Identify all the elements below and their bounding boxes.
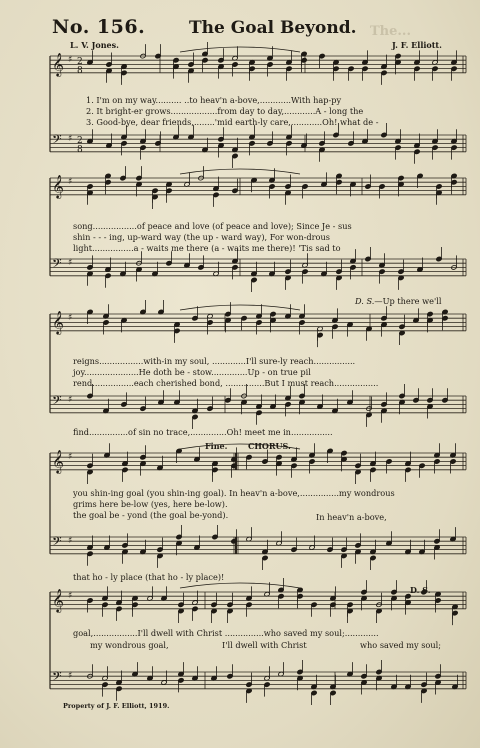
s4-line1: you shin-ing goal (you shin-ing goal). In heav'n a-bove,...............my wondrous	[73, 488, 395, 498]
s5-line4: who saved my soul;	[360, 640, 441, 650]
s5-line1: goal,.................I'll dwell with Christ ...............who saved my soul;.............	[73, 628, 379, 638]
verse1-line: 1. I'm on my way.......... ..to heav'n a-bove,............With hap-py	[86, 95, 342, 105]
time-signature-top: 2	[77, 136, 83, 146]
s4-alto-line: In heav'n a-bove,	[316, 512, 387, 522]
s2-line2: shin - - - ing, up-ward way (the up - ward way), For won-drous	[73, 232, 330, 242]
chorus-label: CHORUS.	[248, 441, 291, 451]
ds-label: D. S.—Up there we'll	[355, 296, 442, 306]
bass-clef: 𝄢	[52, 256, 62, 274]
key-signature-sharp: ♯	[68, 395, 73, 405]
ds-sign: D. S.	[410, 585, 431, 595]
key-signature-sharp: ♯	[68, 55, 73, 65]
time-signature-bottom: 8	[77, 66, 83, 76]
bleed-through-text: The...	[370, 24, 411, 39]
bass-clef: 𝄢	[52, 669, 62, 687]
footer-note: Property of J. F. Elliott, 1919.	[63, 702, 170, 710]
key-signature-sharp: ♯	[68, 591, 73, 601]
time-signature-top: 2	[77, 57, 83, 67]
s5-line3: I'll dwell with Christ	[222, 640, 307, 650]
s3-line2: joy.....................He doth be - stow..............Up - on true pil	[73, 367, 311, 377]
hymn-title: The Goal Beyond.	[189, 18, 357, 38]
verse2-line: 2. It bright-er grows..................from day to day,............A - long the	[86, 106, 364, 116]
s4-line3: the goal be - yond (the goal be-yond).	[73, 510, 229, 520]
key-signature-sharp: ♯	[68, 536, 73, 546]
lyricist-credit: L. V. Jones.	[70, 40, 119, 50]
treble-clef: 𝄞	[52, 588, 64, 612]
key-signature-sharp: ♯	[68, 452, 73, 462]
s4-bass-line: that ho - ly place (that ho - ly place)!	[73, 572, 225, 582]
s3-line3: rend................each cherished bond, ...............But I must reach.................	[73, 378, 379, 388]
s3-bass-line: find...............of sin no trace,..............Oh! meet me in................	[73, 427, 333, 437]
fine-label: Fine.	[205, 441, 228, 451]
treble-clef: 𝄞	[52, 174, 64, 198]
hymn-number: No. 156.	[52, 16, 146, 38]
key-signature-sharp: ♯	[68, 671, 73, 681]
composer-credit: J. F. Elliott.	[392, 40, 442, 50]
treble-clef: 𝄞	[52, 310, 64, 334]
bass-clef: 𝄢	[52, 393, 62, 411]
bass-clef: 𝄢	[52, 132, 62, 150]
bass-clef: 𝄢	[52, 534, 62, 552]
time-signature-bottom: 8	[77, 145, 83, 155]
s3-line1: reigns.................with-in my soul, .............I'll sure-ly reach................	[73, 356, 356, 366]
s5-line2: my wondrous goal,	[90, 640, 169, 650]
verse3-line: 3. Good-bye, dear friends,........'mid earth-ly care,............Oh! what de -	[86, 117, 379, 127]
s4-line2: grims here be-low (yes, here be-low).	[73, 499, 228, 509]
treble-clef: 𝄞	[52, 52, 64, 76]
s2-line1: song.................of peace and love (of peace and love); Since Je - sus	[73, 221, 352, 231]
key-signature-sharp: ♯	[68, 177, 73, 187]
s2-line3: light................a - waits me there (a - waits me there)! 'Tis sad to	[73, 243, 341, 253]
key-signature-sharp: ♯	[68, 313, 73, 323]
key-signature-sharp: ♯	[68, 258, 73, 268]
key-signature-sharp: ♯	[68, 134, 73, 144]
treble-clef: 𝄞	[52, 449, 64, 473]
